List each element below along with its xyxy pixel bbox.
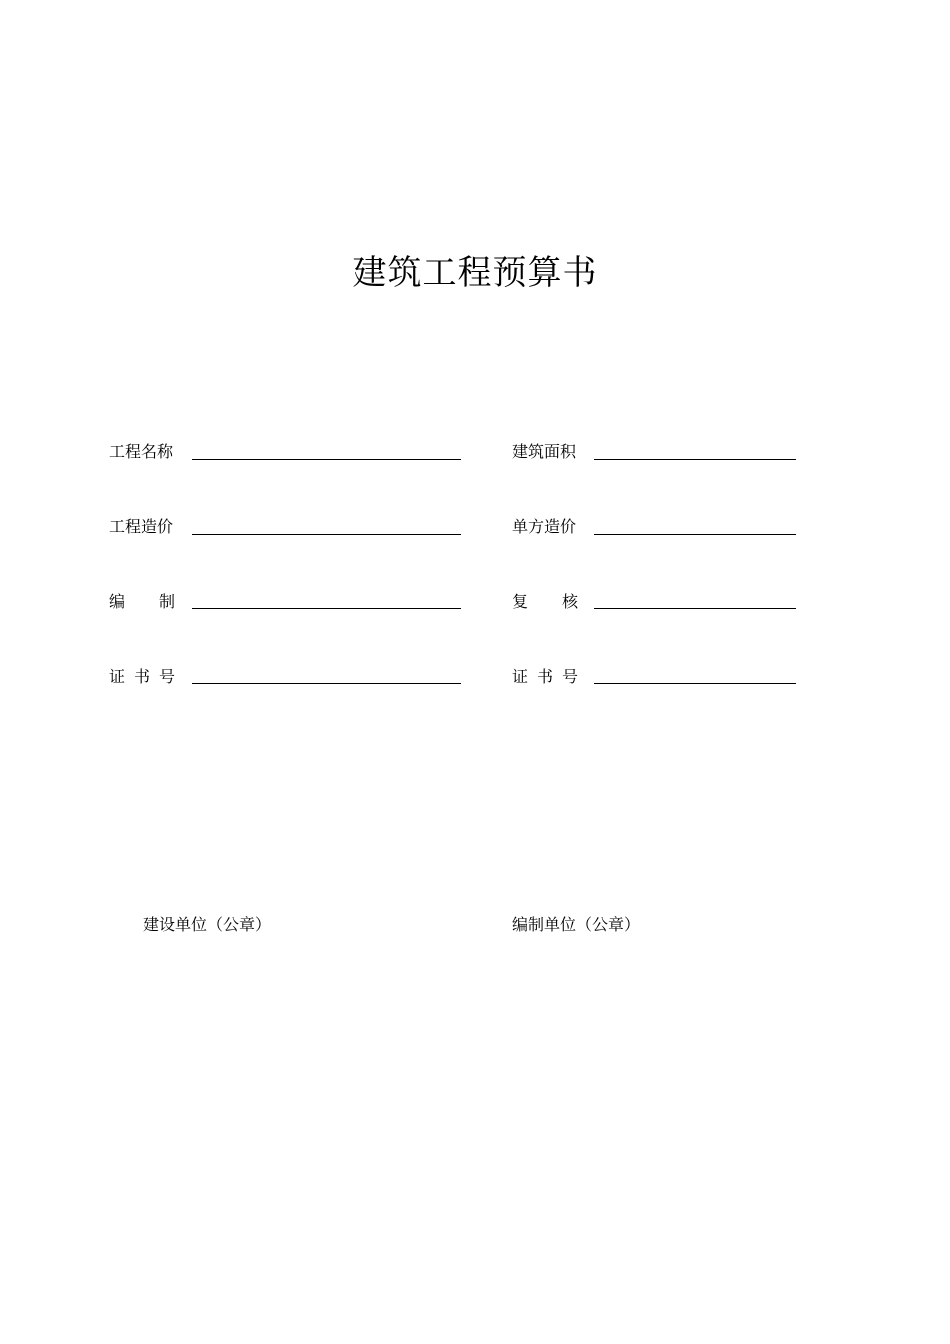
compiler-line[interactable] [192,608,461,609]
compiler-certificate-line[interactable] [192,683,461,684]
reviewer-label [512,592,578,612]
reviewer-line[interactable] [594,608,796,609]
project-cost-label: 工程造价 [109,517,174,536]
reviewer-label-char: 核 [561,592,578,611]
compiler-label-char: 编 [109,592,126,611]
building-area-label: 建筑面积 [512,442,577,461]
compiler-certificate-label [109,667,175,687]
document-title: 建筑工程预算书 [352,253,598,293]
certificate-label-char: 号 [158,667,175,686]
project-name-label: 工程名称 [109,442,174,461]
reviewer-certificate-line[interactable] [594,683,796,684]
building-area-line[interactable] [594,459,796,460]
reviewer-certificate-label [512,667,578,687]
compiler-label [109,592,175,612]
compiler-label-char: 制 [158,592,175,611]
certificate-label-char: 证 [109,667,126,686]
project-cost-line[interactable] [192,534,461,535]
certificate-label-char: 号 [561,667,578,686]
construction-unit-seal-label: 建设单位（公章） [143,915,272,934]
certificate-label-char: 书 [536,667,553,686]
certificate-label-char: 书 [133,667,150,686]
unit-cost-line[interactable] [594,534,796,535]
reviewer-label-char: 复 [512,592,529,611]
unit-cost-label: 单方造价 [512,517,577,536]
project-name-line[interactable] [192,459,461,460]
compiling-unit-seal-label: 编制单位（公章） [512,915,641,934]
certificate-label-char: 证 [512,667,529,686]
